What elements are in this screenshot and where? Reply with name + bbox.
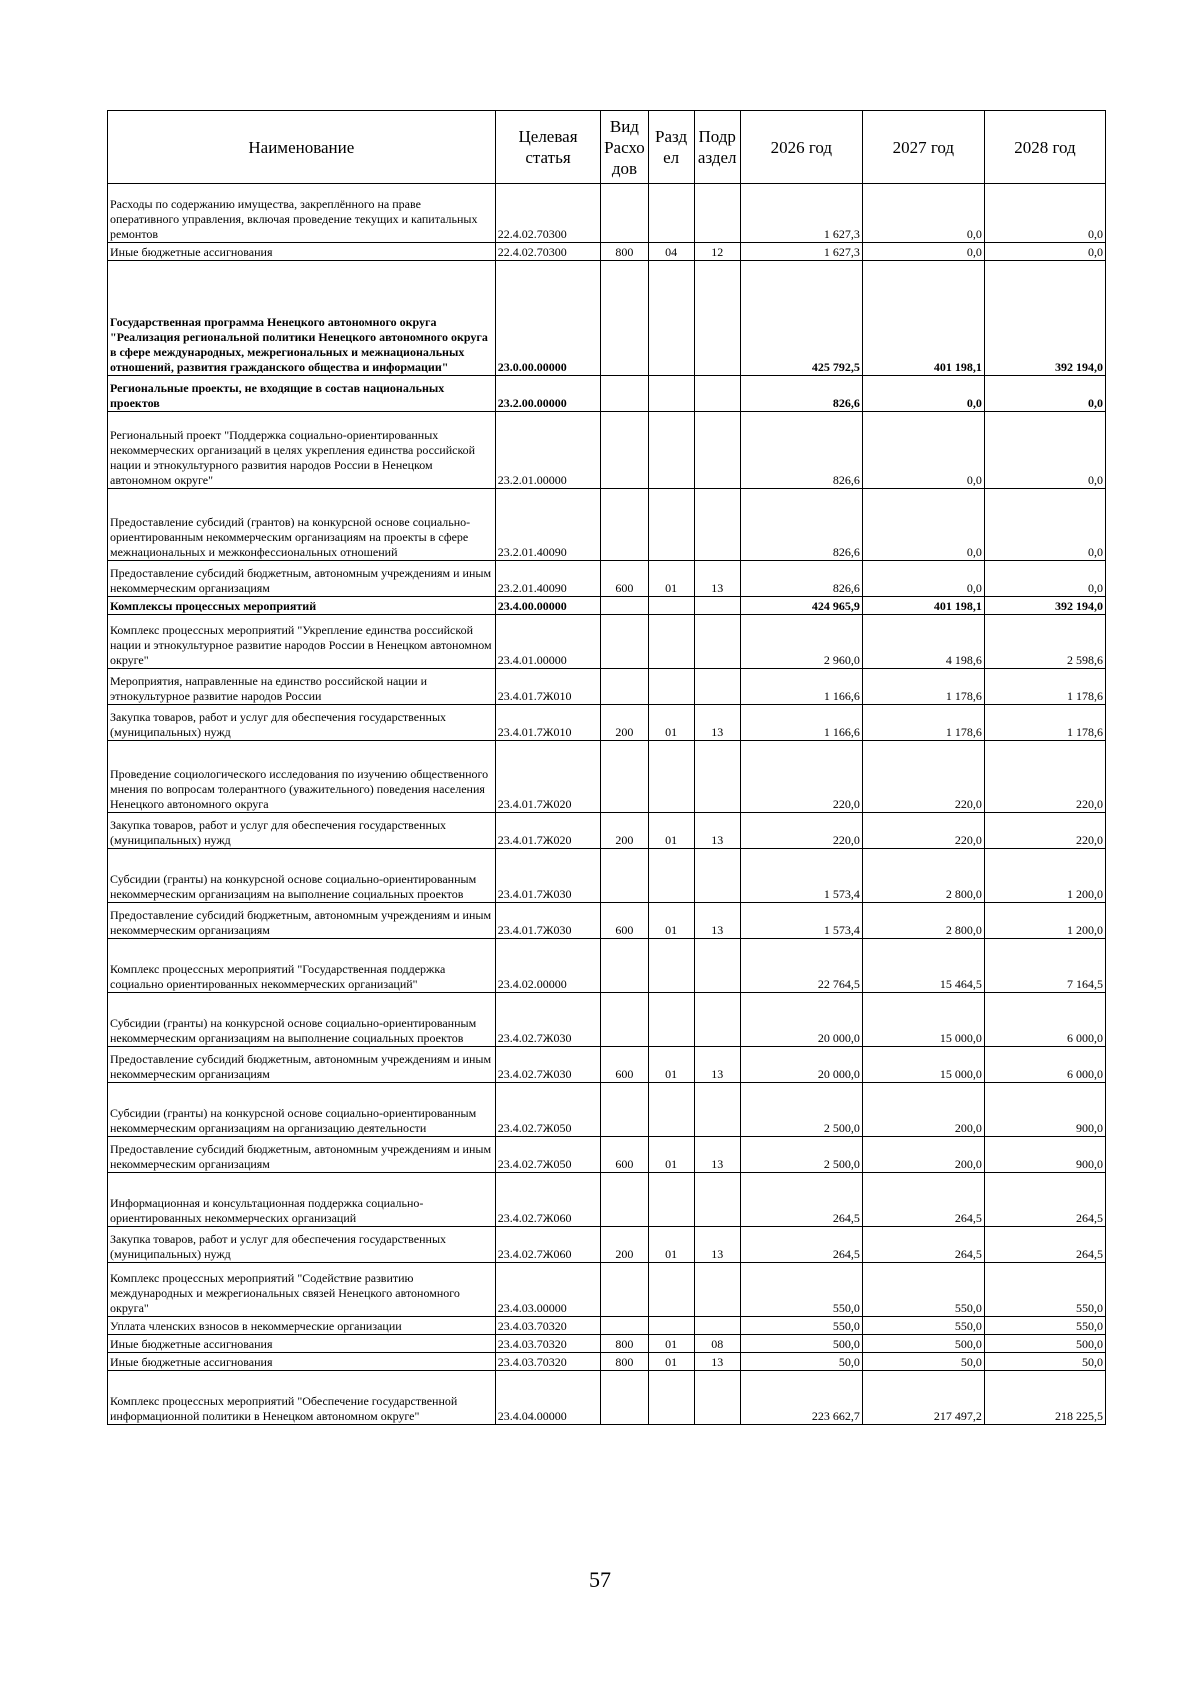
cell-2028: 1 178,6 xyxy=(984,669,1105,705)
table-row xyxy=(108,1335,1106,1353)
cell-section xyxy=(648,1371,694,1425)
table-row xyxy=(108,903,1106,939)
cell-2027: 4 198,6 xyxy=(862,615,984,669)
cell-2026: 1 627,3 xyxy=(740,184,862,243)
cell-subsection xyxy=(694,597,740,615)
table-row xyxy=(108,813,1106,849)
cell-target-article: 23.4.01.7Ж010 xyxy=(495,669,601,705)
table-row xyxy=(108,1173,1106,1227)
cell-2026: 550,0 xyxy=(740,1263,862,1317)
cell-name: Расходы по содержанию имущества, закреплённого на праве оперативного управления, включая проведение текущих и капитальных ремонтов xyxy=(108,184,496,243)
cell-subsection: 13 xyxy=(694,813,740,849)
cell-target-article: 23.4.01.7Ж020 xyxy=(495,741,601,813)
cell-2027: 1 178,6 xyxy=(862,705,984,741)
cell-target-article: 23.4.02.7Ж060 xyxy=(495,1173,601,1227)
cell-2026: 220,0 xyxy=(740,813,862,849)
cell-2028: 50,0 xyxy=(984,1353,1105,1371)
cell-2028: 6 000,0 xyxy=(984,993,1105,1047)
cell-expense-type: 200 xyxy=(601,813,648,849)
cell-2026: 826,6 xyxy=(740,412,862,489)
cell-expense-type xyxy=(601,849,648,903)
cell-section xyxy=(648,184,694,243)
cell-2026: 424 965,9 xyxy=(740,597,862,615)
header-section: Разд ел xyxy=(648,111,694,184)
cell-2028: 264,5 xyxy=(984,1227,1105,1263)
cell-name: Закупка товаров, работ и услуг для обеспечения государственных (муниципальных) нужд xyxy=(108,813,496,849)
cell-subsection xyxy=(694,849,740,903)
cell-expense-type: 800 xyxy=(601,1353,648,1371)
table-row xyxy=(108,489,1106,561)
table-row xyxy=(108,1317,1106,1335)
cell-expense-type: 800 xyxy=(601,243,648,261)
cell-name: Государственная программа Ненецкого автономного округа "Реализация региональной политики Ненецкого автономного округа в сфере международных, межрегиональных и межнациональных отношений, развития гражданского общества и информации" xyxy=(108,261,496,376)
table-row xyxy=(108,261,1106,376)
cell-section xyxy=(648,615,694,669)
cell-name: Предоставление субсидий бюджетным, автономным учреждениям и иным некоммерческим организациям xyxy=(108,1137,496,1173)
cell-2028: 220,0 xyxy=(984,741,1105,813)
cell-expense-type: 600 xyxy=(601,1047,648,1083)
cell-2028: 1 200,0 xyxy=(984,903,1105,939)
cell-2026: 826,6 xyxy=(740,561,862,597)
cell-2028: 1 200,0 xyxy=(984,849,1105,903)
cell-name: Комплекс процессных мероприятий "Обеспечение государственной информационной политики в Ненецком автономном округе" xyxy=(108,1371,496,1425)
cell-2028: 900,0 xyxy=(984,1137,1105,1173)
cell-expense-type: 800 xyxy=(601,1335,648,1353)
cell-subsection: 13 xyxy=(694,1047,740,1083)
cell-2026: 223 662,7 xyxy=(740,1371,862,1425)
cell-2027: 0,0 xyxy=(862,412,984,489)
header-year-2026: 2026 год xyxy=(740,111,862,184)
cell-2026: 20 000,0 xyxy=(740,993,862,1047)
cell-2027: 200,0 xyxy=(862,1137,984,1173)
table-row xyxy=(108,849,1106,903)
cell-name: Иные бюджетные ассигнования xyxy=(108,1353,496,1371)
cell-name: Закупка товаров, работ и услуг для обеспечения государственных (муниципальных) нужд xyxy=(108,1227,496,1263)
cell-2026: 264,5 xyxy=(740,1227,862,1263)
cell-subsection xyxy=(694,1371,740,1425)
cell-2028: 900,0 xyxy=(984,1083,1105,1137)
cell-2028: 0,0 xyxy=(984,412,1105,489)
cell-2026: 2 960,0 xyxy=(740,615,862,669)
cell-2026: 550,0 xyxy=(740,1317,862,1335)
cell-section xyxy=(648,669,694,705)
cell-2028: 220,0 xyxy=(984,813,1105,849)
table-row xyxy=(108,184,1106,243)
cell-name: Уплата членских взносов в некоммерческие организации xyxy=(108,1317,496,1335)
cell-2027: 0,0 xyxy=(862,184,984,243)
cell-expense-type xyxy=(601,489,648,561)
cell-section xyxy=(648,993,694,1047)
table-row xyxy=(108,376,1106,412)
cell-target-article: 23.4.03.00000 xyxy=(495,1263,601,1317)
cell-target-article: 23.4.02.00000 xyxy=(495,939,601,993)
cell-2027: 401 198,1 xyxy=(862,261,984,376)
table-row xyxy=(108,1263,1106,1317)
cell-2026: 220,0 xyxy=(740,741,862,813)
cell-2028: 218 225,5 xyxy=(984,1371,1105,1425)
cell-2028: 0,0 xyxy=(984,561,1105,597)
table-row xyxy=(108,412,1106,489)
cell-target-article: 23.2.01.40090 xyxy=(495,489,601,561)
cell-name: Субсидии (гранты) на конкурсной основе социально-ориентированным некоммерческим организациям на выполнение социальных проектов xyxy=(108,993,496,1047)
cell-2028: 392 194,0 xyxy=(984,597,1105,615)
table-row xyxy=(108,1371,1106,1425)
cell-section xyxy=(648,597,694,615)
header-year-2027: 2027 год xyxy=(862,111,984,184)
cell-expense-type xyxy=(601,412,648,489)
cell-name: Проведение социологического исследования по изучению общественного мнения по вопросам толерантного (уважительного) поведения населения Ненецкого автономного округа xyxy=(108,741,496,813)
cell-subsection: 12 xyxy=(694,243,740,261)
cell-expense-type: 200 xyxy=(601,705,648,741)
cell-2027: 15 000,0 xyxy=(862,1047,984,1083)
cell-target-article: 23.2.00.00000 xyxy=(495,376,601,412)
cell-2027: 200,0 xyxy=(862,1083,984,1137)
cell-subsection xyxy=(694,669,740,705)
cell-section: 01 xyxy=(648,1227,694,1263)
header-year-2028: 2028 год xyxy=(984,111,1105,184)
cell-name: Комплексы процессных мероприятий xyxy=(108,597,496,615)
cell-expense-type: 600 xyxy=(601,903,648,939)
cell-name: Комплекс процессных мероприятий "Содействие развитию международных и межрегиональных связей Ненецкого автономного округа" xyxy=(108,1263,496,1317)
cell-2028: 392 194,0 xyxy=(984,261,1105,376)
cell-2027: 500,0 xyxy=(862,1335,984,1353)
cell-2026: 2 500,0 xyxy=(740,1137,862,1173)
cell-section: 01 xyxy=(648,1047,694,1083)
cell-2026: 20 000,0 xyxy=(740,1047,862,1083)
cell-2027: 220,0 xyxy=(862,813,984,849)
cell-name: Предоставление субсидий бюджетным, автономным учреждениям и иным некоммерческим организациям xyxy=(108,561,496,597)
cell-section: 01 xyxy=(648,1353,694,1371)
header-expense-type: Вид Расхо дов xyxy=(601,111,648,184)
cell-subsection xyxy=(694,1317,740,1335)
cell-2026: 500,0 xyxy=(740,1335,862,1353)
cell-expense-type xyxy=(601,669,648,705)
table-row xyxy=(108,1137,1106,1173)
cell-subsection xyxy=(694,184,740,243)
cell-2027: 0,0 xyxy=(862,243,984,261)
cell-subsection: 13 xyxy=(694,561,740,597)
cell-2027: 15 000,0 xyxy=(862,993,984,1047)
cell-section: 01 xyxy=(648,705,694,741)
cell-expense-type xyxy=(601,993,648,1047)
cell-expense-type xyxy=(601,1371,648,1425)
cell-2027: 550,0 xyxy=(862,1263,984,1317)
cell-subsection xyxy=(694,939,740,993)
cell-2026: 1 166,6 xyxy=(740,705,862,741)
cell-name: Предоставление субсидий (грантов) на конкурсной основе социально-ориентированным некоммерческим организациям на проекты в сфере межнациональных и межконфессиональных отношений xyxy=(108,489,496,561)
cell-subsection: 13 xyxy=(694,903,740,939)
cell-2027: 50,0 xyxy=(862,1353,984,1371)
cell-2027: 0,0 xyxy=(862,561,984,597)
cell-name: Комплекс процессных мероприятий "Укрепление единства российской нации и этнокультурное развитие народов России в Ненецком автономном округе" xyxy=(108,615,496,669)
cell-name: Информационная и консультационная поддержка социально-ориентированных некоммерческих организаций xyxy=(108,1173,496,1227)
cell-expense-type xyxy=(601,939,648,993)
cell-name: Субсидии (гранты) на конкурсной основе социально-ориентированным некоммерческим организациям на выполнение социальных проектов xyxy=(108,849,496,903)
cell-expense-type xyxy=(601,615,648,669)
cell-subsection xyxy=(694,1263,740,1317)
cell-target-article: 23.4.02.7Ж030 xyxy=(495,993,601,1047)
cell-subsection xyxy=(694,993,740,1047)
cell-section xyxy=(648,1173,694,1227)
cell-2027: 264,5 xyxy=(862,1173,984,1227)
table-row xyxy=(108,993,1106,1047)
cell-target-article: 23.0.00.00000 xyxy=(495,261,601,376)
cell-2028: 0,0 xyxy=(984,243,1105,261)
cell-expense-type xyxy=(601,1263,648,1317)
cell-target-article: 23.2.01.40090 xyxy=(495,561,601,597)
table-row xyxy=(108,705,1106,741)
cell-2027: 401 198,1 xyxy=(862,597,984,615)
cell-name: Предоставление субсидий бюджетным, автономным учреждениям и иным некоммерческим организациям xyxy=(108,1047,496,1083)
cell-name: Региональные проекты, не входящие в состав национальных проектов xyxy=(108,376,496,412)
cell-name: Региональный проект "Поддержка социально-ориентированных некоммерческих организаций в целях укрепления единства российской нации и этнокультурного развития народов России в Ненецком автономном округе" xyxy=(108,412,496,489)
cell-expense-type: 200 xyxy=(601,1227,648,1263)
cell-expense-type: 600 xyxy=(601,561,648,597)
cell-target-article: 23.4.01.7Ж030 xyxy=(495,903,601,939)
cell-subsection xyxy=(694,615,740,669)
cell-target-article: 23.4.02.7Ж050 xyxy=(495,1137,601,1173)
cell-subsection xyxy=(694,741,740,813)
cell-section xyxy=(648,1083,694,1137)
cell-2027: 0,0 xyxy=(862,376,984,412)
cell-2026: 1 573,4 xyxy=(740,903,862,939)
cell-2026: 425 792,5 xyxy=(740,261,862,376)
cell-subsection xyxy=(694,261,740,376)
table-row xyxy=(108,939,1106,993)
table-row xyxy=(108,1083,1106,1137)
cell-2028: 0,0 xyxy=(984,184,1105,243)
table-row xyxy=(108,1227,1106,1263)
cell-section xyxy=(648,412,694,489)
cell-expense-type: 600 xyxy=(601,1137,648,1173)
cell-subsection xyxy=(694,489,740,561)
cell-2028: 2 598,6 xyxy=(984,615,1105,669)
table-row xyxy=(108,615,1106,669)
cell-2027: 1 178,6 xyxy=(862,669,984,705)
cell-expense-type xyxy=(601,741,648,813)
cell-target-article: 23.4.03.70320 xyxy=(495,1353,601,1371)
cell-2027: 0,0 xyxy=(862,489,984,561)
cell-2028: 550,0 xyxy=(984,1317,1105,1335)
header-name: Наименование xyxy=(108,111,496,184)
budget-table xyxy=(107,110,1106,1425)
table-row xyxy=(108,1047,1106,1083)
cell-subsection xyxy=(694,1083,740,1137)
cell-2026: 826,6 xyxy=(740,376,862,412)
cell-subsection: 13 xyxy=(694,1137,740,1173)
cell-section xyxy=(648,939,694,993)
cell-section: 01 xyxy=(648,1335,694,1353)
cell-target-article: 23.4.02.7Ж060 xyxy=(495,1227,601,1263)
cell-subsection xyxy=(694,1173,740,1227)
cell-2028: 6 000,0 xyxy=(984,1047,1105,1083)
cell-2026: 2 500,0 xyxy=(740,1083,862,1137)
cell-section: 01 xyxy=(648,903,694,939)
cell-name: Мероприятия, направленные на единство российской нации и этнокультурное развитие народов России xyxy=(108,669,496,705)
table-row xyxy=(108,243,1106,261)
cell-target-article: 23.4.03.70320 xyxy=(495,1317,601,1335)
cell-2026: 22 764,5 xyxy=(740,939,862,993)
cell-2026: 826,6 xyxy=(740,489,862,561)
table-row xyxy=(108,561,1106,597)
cell-target-article: 23.4.01.7Ж010 xyxy=(495,705,601,741)
page-number: 57 xyxy=(589,1567,611,1592)
cell-name: Иные бюджетные ассигнования xyxy=(108,243,496,261)
cell-2028: 0,0 xyxy=(984,376,1105,412)
cell-expense-type xyxy=(601,376,648,412)
cell-section xyxy=(648,376,694,412)
cell-section: 01 xyxy=(648,813,694,849)
table-body xyxy=(108,184,1106,1425)
cell-target-article: 23.4.01.7Ж030 xyxy=(495,849,601,903)
cell-2027: 15 464,5 xyxy=(862,939,984,993)
cell-2027: 2 800,0 xyxy=(862,903,984,939)
cell-2027: 550,0 xyxy=(862,1317,984,1335)
cell-section: 04 xyxy=(648,243,694,261)
cell-2028: 500,0 xyxy=(984,1335,1105,1353)
cell-expense-type xyxy=(601,184,648,243)
cell-subsection xyxy=(694,412,740,489)
cell-2028: 264,5 xyxy=(984,1173,1105,1227)
header-subsection: Подр аздел xyxy=(694,111,740,184)
cell-2028: 550,0 xyxy=(984,1263,1105,1317)
cell-subsection: 13 xyxy=(694,705,740,741)
table-row xyxy=(108,1353,1106,1371)
cell-subsection xyxy=(694,376,740,412)
cell-2028: 1 178,6 xyxy=(984,705,1105,741)
cell-section xyxy=(648,849,694,903)
table-row xyxy=(108,597,1106,615)
cell-2028: 0,0 xyxy=(984,489,1105,561)
cell-target-article: 23.2.01.00000 xyxy=(495,412,601,489)
cell-2027: 217 497,2 xyxy=(862,1371,984,1425)
cell-section xyxy=(648,741,694,813)
cell-expense-type xyxy=(601,1173,648,1227)
cell-target-article: 22.4.02.70300 xyxy=(495,243,601,261)
cell-2027: 2 800,0 xyxy=(862,849,984,903)
cell-section xyxy=(648,1317,694,1335)
cell-target-article: 23.4.01.7Ж020 xyxy=(495,813,601,849)
cell-target-article: 23.4.02.7Ж050 xyxy=(495,1083,601,1137)
cell-subsection: 13 xyxy=(694,1353,740,1371)
cell-2026: 1 627,3 xyxy=(740,243,862,261)
cell-name: Закупка товаров, работ и услуг для обеспечения государственных (муниципальных) нужд xyxy=(108,705,496,741)
cell-name: Субсидии (гранты) на конкурсной основе социально-ориентированным некоммерческим организациям на организацию деятельности xyxy=(108,1083,496,1137)
cell-section xyxy=(648,261,694,376)
cell-target-article: 22.4.02.70300 xyxy=(495,184,601,243)
cell-target-article: 23.4.03.70320 xyxy=(495,1335,601,1353)
cell-section xyxy=(648,489,694,561)
cell-2027: 264,5 xyxy=(862,1227,984,1263)
table-header-row xyxy=(108,111,1106,184)
cell-section: 01 xyxy=(648,561,694,597)
header-target-article: Целевая статья xyxy=(495,111,601,184)
cell-name: Предоставление субсидий бюджетным, автономным учреждениям и иным некоммерческим организациям xyxy=(108,903,496,939)
cell-target-article: 23.4.02.7Ж030 xyxy=(495,1047,601,1083)
cell-2028: 7 164,5 xyxy=(984,939,1105,993)
cell-2026: 1 573,4 xyxy=(740,849,862,903)
cell-target-article: 23.4.01.00000 xyxy=(495,615,601,669)
cell-2026: 50,0 xyxy=(740,1353,862,1371)
cell-2027: 220,0 xyxy=(862,741,984,813)
cell-target-article: 23.4.00.00000 xyxy=(495,597,601,615)
cell-expense-type xyxy=(601,1083,648,1137)
cell-2026: 1 166,6 xyxy=(740,669,862,705)
table-row xyxy=(108,741,1106,813)
cell-name: Иные бюджетные ассигнования xyxy=(108,1335,496,1353)
cell-expense-type xyxy=(601,261,648,376)
cell-name: Комплекс процессных мероприятий "Государственная поддержка социально ориентированных некоммерческих организаций" xyxy=(108,939,496,993)
cell-section: 01 xyxy=(648,1137,694,1173)
cell-section xyxy=(648,1263,694,1317)
cell-subsection: 08 xyxy=(694,1335,740,1353)
cell-expense-type xyxy=(601,597,648,615)
cell-expense-type xyxy=(601,1317,648,1335)
cell-2026: 264,5 xyxy=(740,1173,862,1227)
table-row xyxy=(108,669,1106,705)
cell-subsection: 13 xyxy=(694,1227,740,1263)
cell-target-article: 23.4.04.00000 xyxy=(495,1371,601,1425)
